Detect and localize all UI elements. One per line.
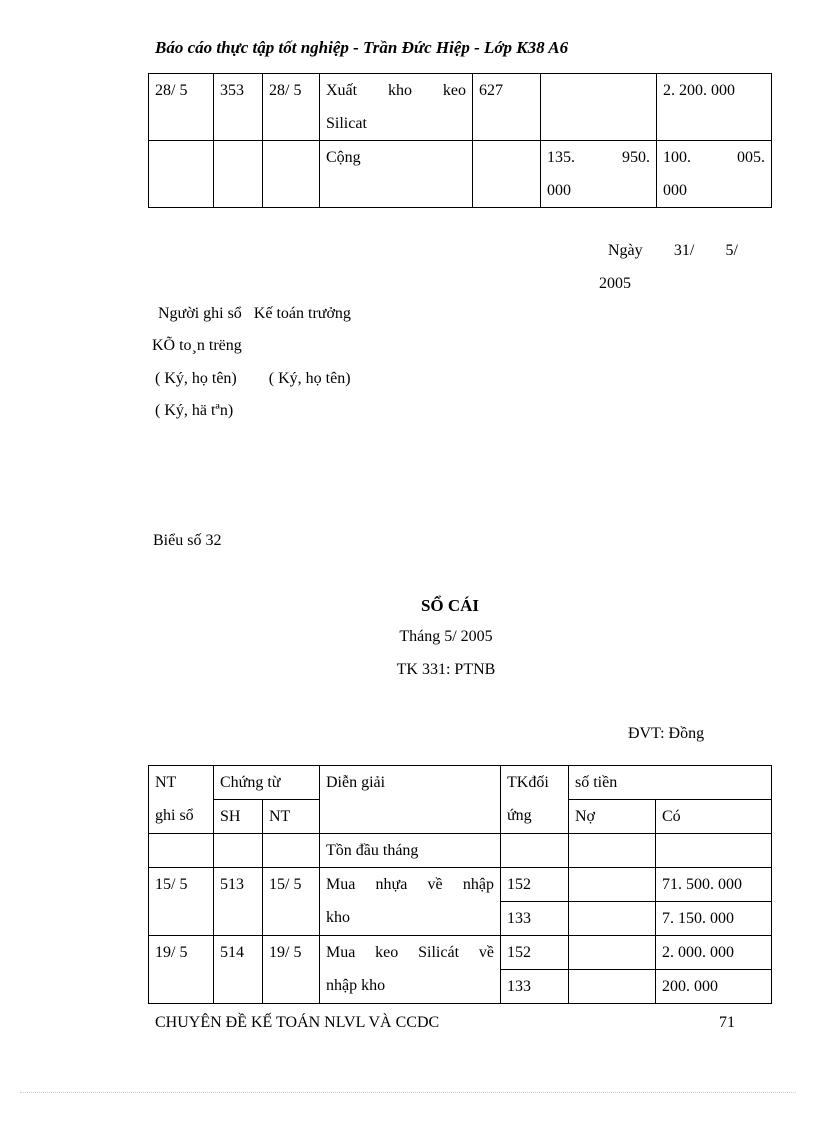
- header-nt: NT ghi sổ: [149, 766, 214, 834]
- date-part: 31/: [673, 242, 695, 259]
- cell-desc: [320, 868, 501, 936]
- desc-word: kho: [388, 82, 412, 99]
- desc-word: Mua: [326, 876, 356, 893]
- date-line1: [608, 240, 738, 262]
- cell-sh: 353: [214, 74, 263, 141]
- desc-word: nhựa: [375, 876, 408, 893]
- header-so-tien: số tiền: [569, 766, 772, 800]
- signature-hint-garbled: ( Ký, hä tªn): [155, 402, 234, 419]
- form-number: Biểu số 32: [153, 532, 222, 549]
- amount-part: 950.: [622, 149, 650, 166]
- header-sh: SH: [214, 800, 263, 834]
- signature-roles: Người ghi sổ Kế toán trưởng: [158, 305, 351, 322]
- ledger-title: SỔ CÁI: [420, 596, 480, 615]
- cell-tk: 133: [501, 902, 569, 936]
- header-co: Có: [656, 800, 772, 834]
- cell-co: 7. 150. 000: [656, 902, 772, 936]
- desc-word: nhập: [462, 876, 494, 893]
- ledger-month: Tháng 5/ 2005: [399, 628, 493, 645]
- cell-nt2: 19/ 5: [263, 936, 320, 1004]
- desc-word: keo: [375, 944, 399, 961]
- header-row: [149, 766, 772, 800]
- cell-no: [541, 74, 657, 141]
- date-line2: 2005: [599, 275, 631, 292]
- date-part: Ngày: [608, 242, 643, 259]
- table-row: [149, 868, 772, 902]
- cell-no: [569, 868, 656, 902]
- cell-opening: Tồn đầu tháng: [320, 834, 501, 868]
- desc-word: về: [478, 944, 494, 961]
- page-number: 71: [719, 1014, 735, 1031]
- date-part: 5/: [725, 242, 738, 259]
- desc-word: về: [427, 876, 443, 893]
- desc-line2: Silicat: [326, 115, 367, 132]
- report-header: Báo cáo thực tập tốt nghiệp - Trần Đức Hiệp - Lớp K38 A6: [155, 38, 569, 57]
- amount-part: 135.: [547, 149, 575, 166]
- journal-table-continuation: [148, 73, 772, 208]
- cell-total-co: [657, 141, 772, 208]
- cell-tk: 152: [501, 868, 569, 902]
- table-row: [149, 936, 772, 970]
- table-row-total: [149, 141, 772, 208]
- amount-part: 005.: [737, 149, 765, 166]
- table-row: [149, 74, 772, 141]
- header-tk-doi-ung: TKđối ứng: [501, 766, 569, 834]
- cell-total-no: [541, 141, 657, 208]
- amount-part: 100.: [663, 149, 691, 166]
- cell-co: 71. 500. 000: [656, 868, 772, 902]
- cell-co: 200. 000: [656, 970, 772, 1004]
- desc-word: keo: [442, 82, 466, 99]
- cell-nt: 15/ 5: [149, 868, 214, 936]
- desc-line2: nhập kho: [326, 977, 386, 994]
- desc-line2: kho: [326, 909, 350, 926]
- cell-no: [569, 970, 656, 1004]
- cell-tk: 627: [473, 74, 541, 141]
- cell-nt2: 15/ 5: [263, 868, 320, 936]
- signature-hints: ( Ký, họ tên) ( Ký, họ tên): [155, 370, 351, 387]
- cell-nt2: 28/ 5: [263, 74, 320, 141]
- cell-desc: [320, 936, 501, 1004]
- currency-unit: ĐVT: Đồng: [628, 725, 705, 742]
- header-dien-giai: Diễn giải: [320, 766, 501, 834]
- desc-word: Xuất: [326, 82, 358, 99]
- cell-tk: 133: [501, 970, 569, 1004]
- cell-sh: 513: [214, 868, 263, 936]
- header-chung-tu: Chứng từ: [214, 766, 320, 800]
- cell-no: [569, 936, 656, 970]
- cell-co: 2. 000. 000: [656, 936, 772, 970]
- header-nt2: NT: [263, 800, 320, 834]
- cell-tk: 152: [501, 936, 569, 970]
- amount-part: 000: [547, 182, 571, 199]
- page-edge-divider: [20, 1092, 796, 1093]
- ledger-account: TK 331: PTNB: [396, 661, 496, 678]
- amount-part: 000: [663, 182, 687, 199]
- header-no: Nợ: [569, 800, 656, 834]
- ledger-table: [148, 765, 772, 1004]
- desc-word: Silicát: [418, 944, 460, 961]
- cell-nt: 28/ 5: [149, 74, 214, 141]
- cell-co: 2. 200. 000: [657, 74, 772, 141]
- cell-no: [569, 902, 656, 936]
- desc-word: Mua: [326, 944, 356, 961]
- table-row-opening: [149, 834, 772, 868]
- cell-sh: 514: [214, 936, 263, 1004]
- signature-garbled: KÕ to¸n trëng: [152, 337, 242, 354]
- cell-nt: 19/ 5: [149, 936, 214, 1004]
- footer-title: CHUYÊN ĐỀ KẾ TOÁN NLVL VÀ CCDC: [155, 1014, 440, 1031]
- cell-desc: [320, 74, 473, 141]
- cell-total-label: Cộng: [320, 141, 473, 208]
